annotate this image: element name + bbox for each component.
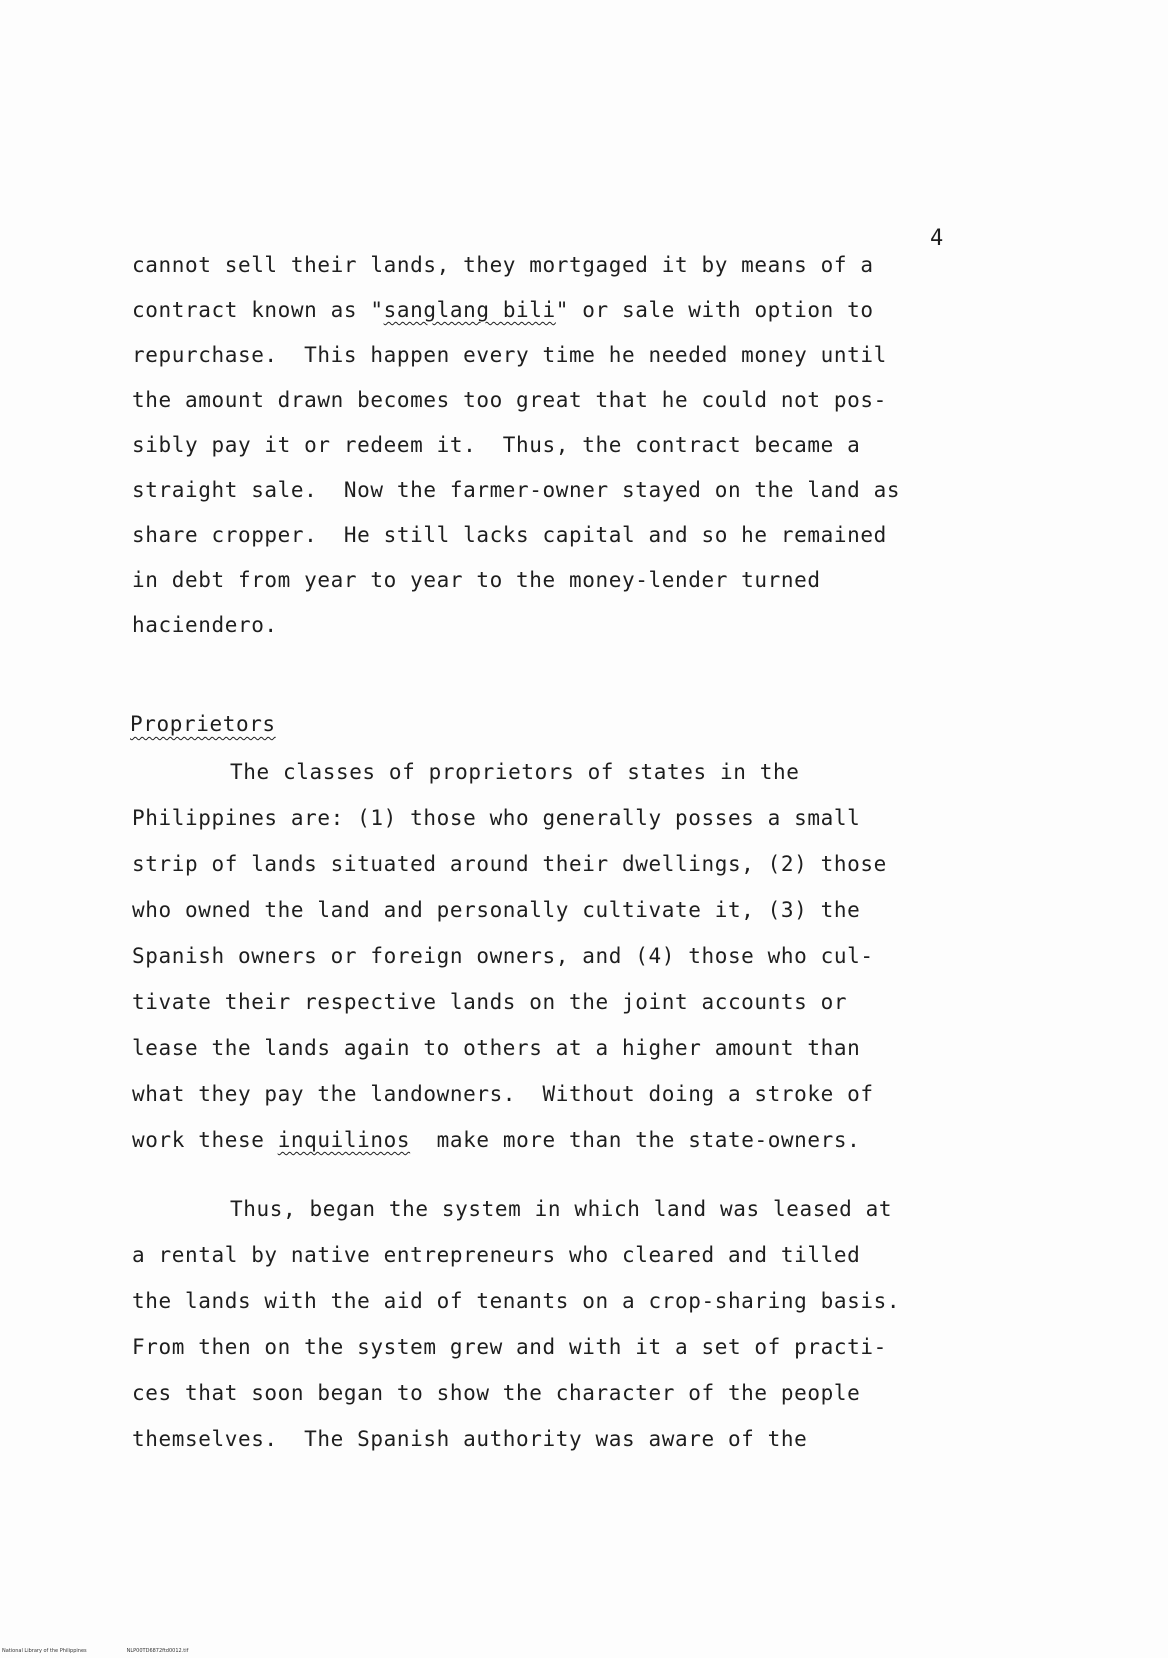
paragraph-line: what they pay the landowners. Without doing a stroke of bbox=[132, 1082, 874, 1106]
paragraph-line: lease the lands again to others at a higher amount than bbox=[132, 1036, 861, 1060]
paragraph-line: a rental by native entrepreneurs who cleared and tilled bbox=[132, 1243, 861, 1267]
paragraph-line bbox=[132, 1128, 860, 1152]
paragraph-line: Thus, began the system in which land was leased at bbox=[230, 1197, 893, 1221]
paragraph-line: tivate their respective lands on the joint accounts or bbox=[132, 990, 848, 1014]
footer-file: NLP00TD6872ftd0012.tif bbox=[126, 1648, 189, 1654]
paragraph-line: themselves. The Spanish authority was aware of the bbox=[132, 1427, 808, 1451]
footer-library: National Library of the Philippines bbox=[2, 1648, 87, 1654]
paragraph-line: straight sale. Now the farmer-owner stayed on the land as bbox=[132, 478, 901, 502]
paragraph-line: Philippines are: (1) those who generally posses a small bbox=[132, 806, 861, 830]
paragraph-line: Spanish owners or foreign owners, and (4) those who cul- bbox=[132, 944, 874, 968]
line-text: " or sale with option to bbox=[555, 298, 874, 322]
paragraph-line: the amount drawn becomes too great that he could not pos- bbox=[132, 388, 887, 412]
page-number: 4 bbox=[930, 226, 944, 251]
paragraph-line: haciendero. bbox=[132, 613, 278, 637]
scan-footer bbox=[2, 1648, 188, 1654]
underlined-term: inquilinos bbox=[277, 1128, 411, 1152]
paragraph-line bbox=[132, 298, 874, 322]
paragraph-line: who owned the land and personally cultivate it, (3) the bbox=[132, 898, 861, 922]
paragraph-line: cannot sell their lands, they mortgaged it by means of a bbox=[132, 253, 874, 277]
paragraph-line: strip of lands situated around their dwellings, (2) those bbox=[132, 852, 887, 876]
underlined-term: sanglang bili bbox=[383, 298, 556, 322]
paragraph-line: the lands with the aid of tenants on a crop-sharing basis. bbox=[132, 1289, 901, 1313]
paragraph-line: From then on the system grew and with it a set of practi- bbox=[132, 1335, 887, 1359]
paragraph-line: ces that soon began to show the character of the people bbox=[132, 1381, 861, 1405]
paragraph-line: in debt from year to year to the money-lender turned bbox=[132, 568, 821, 592]
paragraph-line: sibly pay it or redeem it. Thus, the contract became a bbox=[132, 433, 861, 457]
paragraph-line: repurchase. This happen every time he needed money until bbox=[132, 343, 887, 367]
section-heading: Proprietors bbox=[130, 712, 276, 736]
line-text: contract known as " bbox=[132, 298, 384, 322]
line-text: work these bbox=[132, 1128, 278, 1152]
paragraph-line: The classes of proprietors of states in the bbox=[230, 760, 800, 784]
line-text: make more than the state-owners. bbox=[410, 1128, 861, 1152]
paragraph-line: share cropper. He still lacks capital and so he remained bbox=[132, 523, 887, 547]
